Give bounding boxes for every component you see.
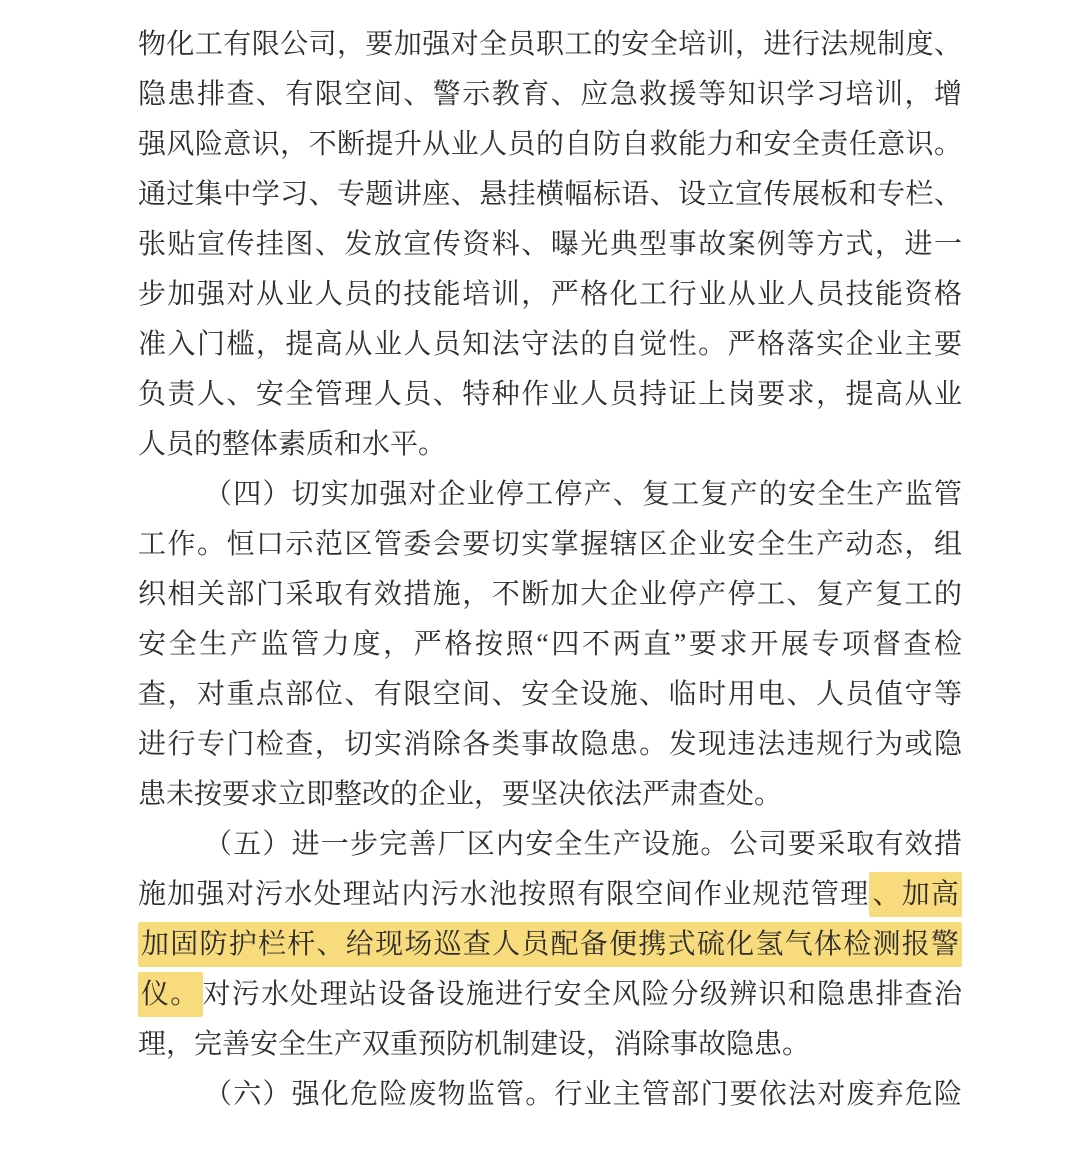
text-line	[138, 170, 962, 220]
text-segment: （六）强化危险废物监管。行业主管部门要依法对废弃危险	[204, 1079, 962, 1110]
text-line	[138, 370, 962, 420]
text-segment: 通过集中学习、专题讲座、悬挂横幅标语、设立宣传展板和专栏、	[138, 179, 962, 210]
document-text-block	[138, 20, 962, 1120]
text-segment: （四）切实加强对企业停工停产、复工复产的安全生产监管	[204, 479, 962, 510]
text-segment: 张贴宣传挂图、发放宣传资料、曝光典型事故案例等方式，进一	[138, 229, 962, 260]
text-segment: 理，完善安全生产双重预防机制建设，消除事故隐患。	[138, 1029, 811, 1060]
text-line	[138, 970, 962, 1020]
text-line	[138, 420, 962, 470]
text-line	[138, 220, 962, 270]
text-line	[138, 620, 962, 670]
text-segment: 施加强对污水处理站内污水池按照有限空间作业规范管理	[138, 879, 870, 910]
text-line	[138, 670, 962, 720]
text-line	[138, 770, 962, 820]
text-line	[138, 120, 962, 170]
text-segment: 步加强对从业人员的技能培训，严格化工行业从业人员技能资格	[138, 279, 962, 310]
text-segment: 物化工有限公司，要加强对全员职工的安全培训，进行法规制度、	[138, 29, 962, 60]
highlighted-text: 加固防护栏杆、给现场巡查人员配备便携式硫化氢气体检测报警	[138, 922, 962, 967]
text-line	[138, 1070, 962, 1120]
text-segment: 工作。恒口示范区管委会要切实掌握辖区企业安全生产动态，组	[138, 529, 962, 560]
text-segment: 患未按要求立即整改的企业，要坚决依法严肃查处。	[138, 779, 783, 810]
text-line	[138, 520, 962, 570]
text-line	[138, 1020, 962, 1070]
text-line	[138, 820, 962, 870]
text-segment: 对污水处理站设备设施进行安全风险分级辨识和隐患排查治	[202, 979, 962, 1010]
text-segment: 负责人、安全管理人员、特种作业人员持证上岗要求，提高从业	[138, 379, 962, 410]
highlighted-text: 、加高	[869, 872, 962, 917]
text-line	[138, 870, 962, 920]
text-line	[138, 270, 962, 320]
text-segment: 进行专门检查，切实消除各类事故隐患。发现违法违规行为或隐	[138, 729, 962, 760]
text-line	[138, 720, 962, 770]
text-segment: 查，对重点部位、有限空间、安全设施、临时用电、人员值守等	[138, 679, 962, 710]
text-line	[138, 20, 962, 70]
text-line	[138, 570, 962, 620]
text-segment: 人员的整体素质和水平。	[138, 429, 447, 460]
highlighted-text: 仪。	[138, 972, 203, 1017]
text-line	[138, 470, 962, 520]
text-line	[138, 70, 962, 120]
text-line	[138, 320, 962, 370]
text-segment: 准入门槛，提高从业人员知法守法的自觉性。严格落实企业主要	[138, 329, 962, 360]
text-segment: 强风险意识，不断提升从业人员的自防自救能力和安全责任意识。	[138, 129, 962, 160]
text-line	[138, 920, 962, 970]
text-segment: （五）进一步完善厂区内安全生产设施。公司要采取有效措	[204, 829, 962, 860]
text-segment: 安全生产监管力度，严格按照“四不两直”要求开展专项督查检	[138, 629, 962, 660]
text-segment: 织相关部门采取有效措施，不断加大企业停产停工、复产复工的	[138, 579, 962, 610]
text-segment: 隐患排查、有限空间、警示教育、应急救援等知识学习培训，增	[138, 79, 962, 110]
